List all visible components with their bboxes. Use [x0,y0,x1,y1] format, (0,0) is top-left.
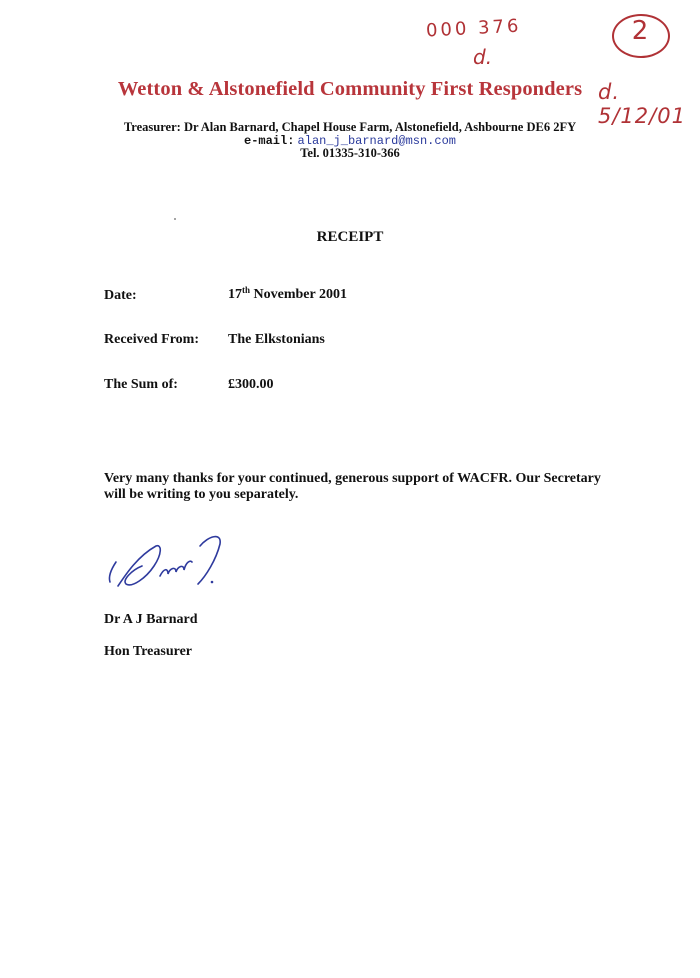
received-from-label: Received From: [104,332,199,347]
thank-you-message: Very many thanks for your continued, generous support of WACFR. Our Secretary will be writing to you separately. [104,471,601,502]
handwritten-initial: d. [473,45,493,69]
date-value [228,285,347,303]
treasurer-address: Treasurer: Dr Alan Barnard, Chapel House Farm, Alstonefield, Ashbourne DE6 2FY [123,120,577,134]
date-day: 17 [228,287,242,302]
date-month-year: November 2001 [253,287,347,302]
email-address: alan_j_barnard@msn.com [297,134,456,148]
organization-name: Wetton & Alstonefield Community First Responders [117,78,583,100]
handwritten-page-number: 2 [631,16,649,46]
signature-image [104,532,234,596]
email-label: e-mail: [244,134,295,148]
sum-label: The Sum of: [104,377,178,392]
stray-mark [174,218,176,220]
received-from-value: The Elkstonians [228,332,325,347]
receipt-title: RECEIPT [316,229,384,245]
date-label: Date: [104,288,137,303]
sum-value: £300.00 [228,377,274,392]
date-ordinal-suffix: th [242,285,251,295]
telephone-line: Tel. 01335-310-366 [300,146,400,160]
handwritten-date-note: d. 5/12/01 [598,80,686,128]
handwritten-reference-number: 000 376 [425,15,522,42]
signer-name: Dr A J Barnard [104,612,198,627]
signer-role: Hon Treasurer [104,644,193,659]
